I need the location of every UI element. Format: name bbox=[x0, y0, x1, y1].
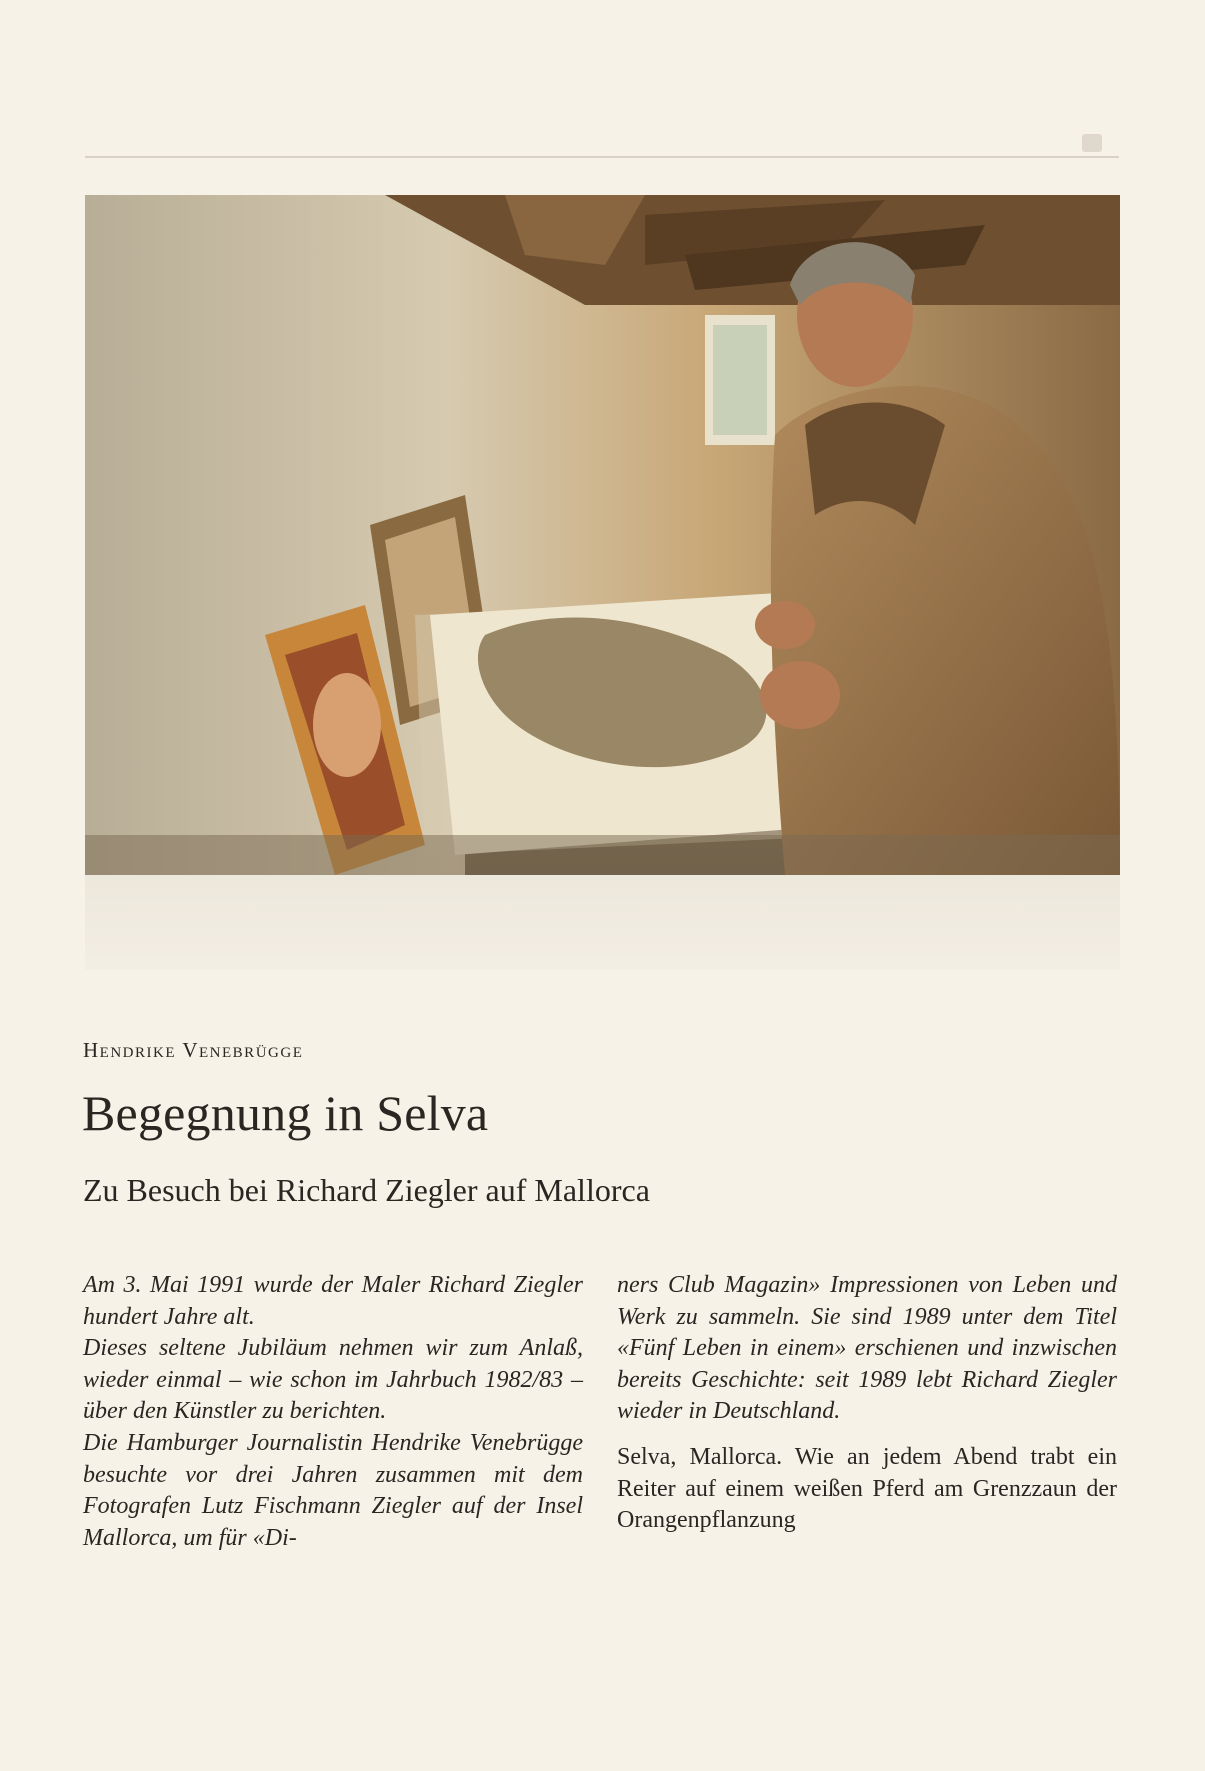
text-column-left bbox=[83, 1270, 583, 1554]
intro-paragraph: Dieses seltene Jubiläum nehmen wir zum Anlaß, wieder einmal – wie schon im Jahrbuch 1982/83 – über den Künstler zu berichten. bbox=[83, 1335, 583, 1425]
body-paragraph: Selva, Mallorca. Wie an jedem Abend trabt ein Reiter auf einem weißen Pferd am Grenzzaun der Orangenpflanzung bbox=[617, 1443, 1117, 1534]
article-subheadline: Zu Besuch bei Richard Ziegler auf Mallorca bbox=[83, 1172, 650, 1208]
intro-paragraph-continued: Die Hamburger Journalistin Hendrike Venebrügge besuchte vor drei Jahren zusammen mit dem Fotografen Lutz Fischmann Ziegler auf der Insel Mallorca, um für «Di- bbox=[83, 1429, 583, 1551]
text-column-right bbox=[617, 1270, 1117, 1537]
show-through-shadow bbox=[85, 875, 1120, 970]
page-corner-mark bbox=[1082, 134, 1102, 152]
intro-paragraph-continuation: ners Club Magazin» Impressionen von Leben und Werk zu sammeln. Sie sind 1989 unter dem Titel «Fünf Leben in einem» erschienen und inzwischen bereits Geschichte: seit 1989 lebt Richard Ziegler wieder in Deutschland. bbox=[617, 1272, 1117, 1425]
article-photo bbox=[85, 195, 1120, 875]
intro-paragraph: Am 3. Mai 1991 wurde der Maler Richard Ziegler hundert Jahre alt. bbox=[83, 1272, 583, 1330]
author-byline: Hendrike Venebrügge bbox=[83, 1038, 304, 1062]
article-headline: Begegnung in Selva bbox=[82, 1085, 489, 1141]
studio-photo-illustration bbox=[85, 195, 1120, 875]
top-rule bbox=[85, 156, 1119, 158]
